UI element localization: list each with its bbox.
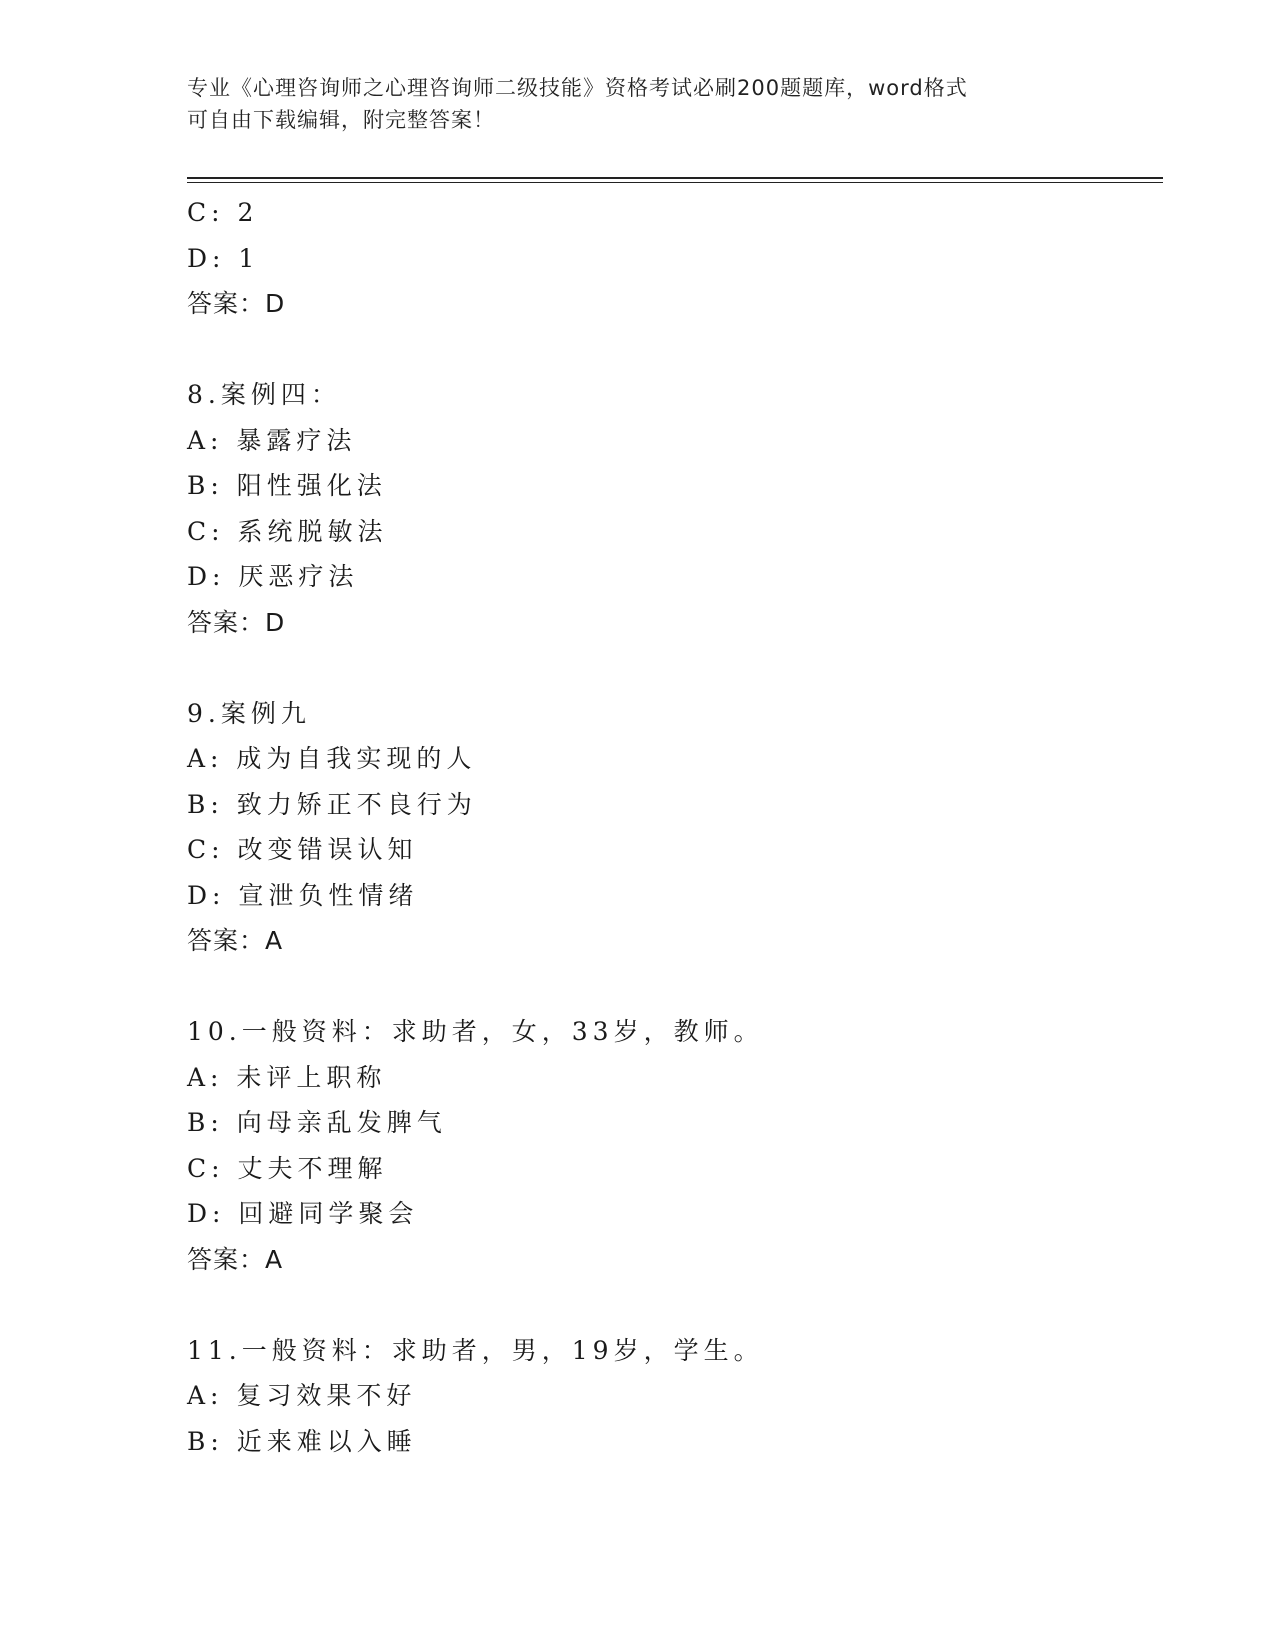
option-b: B: 阳性强化法 — [187, 471, 387, 500]
answer-line: 答案：D — [187, 607, 286, 637]
question-list — [187, 190, 1147, 1464]
option-b: B: 致力矫正不良行为 — [187, 789, 477, 819]
spacer — [187, 645, 1147, 691]
option-b: B: 近来难以入睡 — [187, 1426, 417, 1456]
spacer — [187, 964, 1147, 1010]
question-9: 9.案例九 — [187, 698, 311, 728]
question-10: 10.一般资料：求助者，女，33岁，教师。 — [187, 1017, 764, 1046]
option-b: B: 向母亲乱发脾气 — [187, 1108, 447, 1137]
spacer — [187, 327, 1147, 373]
option-c: C: 丈夫不理解 — [187, 1153, 388, 1183]
header-divider-thin — [187, 182, 1163, 183]
spacer — [187, 1282, 1147, 1328]
answer-line: 答案：A — [187, 1244, 284, 1274]
option-a: A: 未评上职称 — [187, 1062, 387, 1092]
question-11: 11.一般资料：求助者，男，19岁，学生。 — [187, 1335, 764, 1365]
option-d: D: 厌恶疗法 — [187, 562, 359, 591]
option-c: C: 系统脱敏法 — [187, 516, 388, 546]
question-8: 8.案例四： — [187, 380, 341, 409]
answer-line: 答案：A — [187, 926, 284, 955]
header-divider-thick — [187, 177, 1163, 179]
option-c: C: 2 — [187, 198, 259, 227]
option-a: A: 复习效果不好 — [187, 1381, 417, 1410]
answer-line: 答案：D — [187, 289, 286, 318]
document-header — [187, 72, 1087, 136]
option-a: A: 暴露疗法 — [187, 425, 357, 455]
option-a: A: 成为自我实现的人 — [187, 744, 477, 773]
option-d: D: 1 — [187, 243, 260, 273]
option-d: D: 宣泄负性情绪 — [187, 880, 419, 910]
header-line-1: 专业《心理咨询师之心理咨询师二级技能》资格考试必刷200题题库，word格式 — [187, 76, 968, 100]
header-line-2: 可自由下载编辑，附完整答案！ — [187, 108, 495, 132]
option-d: D: 回避同学聚会 — [187, 1199, 419, 1228]
option-c: C: 改变错误认知 — [187, 835, 418, 864]
